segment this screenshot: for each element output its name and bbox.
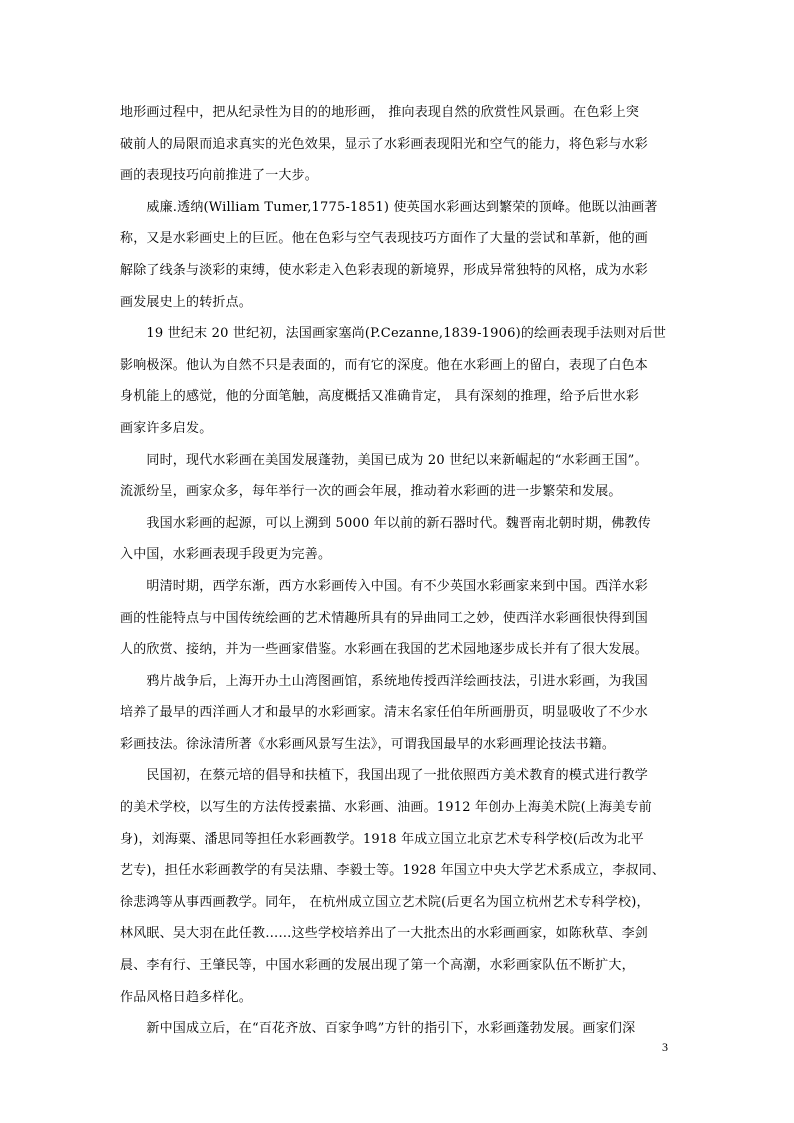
text-line: 晨、李有行、王肇民等，中国水彩画的发展出现了第一个高潮，水彩画家队伍不断扩大， (120, 958, 635, 974)
text-line: 身)，刘海粟、潘思同等担任水彩画教学。1918 年成立国立北京艺术专科学校(后改为北平 (120, 831, 644, 847)
text-line: 林风眠、吴大羽在此任教……这些学校培养出了一大批杰出的水彩画画家，如陈秋草、李剑 (120, 926, 649, 942)
text-line: 我国水彩画的起源，可以上溯到 5000 年以前的新石器时代。魏晋南北朝时期，佛教传 (120, 515, 651, 531)
text-line: 同时，现代水彩画在美国发展蓬勃，美国已成为 20 世纪以来新崛起的“水彩画王国”。 (120, 452, 648, 468)
text-line: 人的欣赏、接纳，并为一些画家借鉴。水彩画在我国的艺术园地逐步成长并有了很大发展。 (120, 642, 649, 658)
text-line: 解除了线条与淡彩的束缚，使水彩走入色彩表现的新境界，形成异常独特的风格，成为水彩 (120, 262, 649, 278)
text-line: 画发展史上的转折点。 (120, 294, 253, 310)
text-line: 的美术学校，以写生的方法传授素描、水彩画、油画。1912 年创办上海美术院(上海美专前 (120, 800, 652, 816)
page-number: 3 (662, 1040, 668, 1054)
text-line: 作品风格日趋多样化。 (120, 989, 253, 1005)
text-line: 影响极深。他认为自然不只是表面的，而有它的深度。他在水彩画上的留白，表现了白色本 (120, 357, 649, 373)
text-line: 培养了最早的西洋画人才和最早的水彩画家。清末名家任伯年所画册页，明显吸收了不少水 (120, 705, 649, 721)
text-line: 流派纷呈，画家众多，每年举行一次的画会年展，推动着水彩画的进一步繁荣和发展。 (120, 484, 622, 500)
text-line: 地形画过程中，把从纪录性为目的的地形画， 推向表现自然的欣赏性风景画。在色彩上突 (120, 105, 640, 120)
text-line: 画家许多启发。 (120, 420, 213, 436)
text-line: 入中国，水彩画表现手段更为完善。 (120, 547, 332, 563)
text-line: 画的性能特点与中国传统绘画的艺术情趣所具有的异曲同工之妙，使西洋水彩画很快得到国 (120, 610, 649, 626)
text-line: 彩画技法。徐泳清所著《水彩画风景写生法》，可谓我国最早的水彩画理论技法书籍。 (120, 736, 616, 752)
text-line: 19 世纪末 20 世纪初，法国画家塞尚(P.Cezanne,1839-1906)的绘画表现手法则对后世 (120, 326, 667, 342)
text-line: 艺专)，担任水彩画教学的有吴法鼎、李毅士等。1928 年国立中央大学艺术系成立，李叔同、 (120, 863, 666, 879)
text-line: 称，又是水彩画史上的巨匠。他在色彩与空气表现技巧方面作了大量的尝试和革新，他的画 (120, 231, 649, 247)
text-line: 身机能上的感觉，他的分面笔触，高度概括又准确肯定， 具有深刻的推理，给予后世水彩 (120, 389, 640, 405)
text-line: 明清时期，西学东渐，西方水彩画传入中国。有不少英国水彩画家来到中国。西洋水彩 (120, 578, 649, 594)
text-line: 破前人的局限而追求真实的光色效果，显示了水彩画表现阳光和空气的能力，将色彩与水彩 (120, 136, 649, 152)
body-text (120, 97, 676, 1045)
text-line: 徐悲鸿等从事西画教学。同年， 在杭州成立国立艺术院(后更名为国立杭州艺术专科学校)， (120, 894, 650, 910)
text-line: 新中国成立后，在“百花齐放、百家争鸣”方针的指引下，水彩画蓬勃发展。画家们深 (120, 1021, 636, 1037)
text-line: 民国初，在蔡元培的倡导和扶植下，我国出现了一批依照西方美术教育的模式进行教学 (120, 768, 649, 784)
text-line: 鸦片战争后，上海开办土山湾图画馆，系统地传授西洋绘画技法，引进水彩画，为我国 (120, 673, 649, 689)
text-line: 威廉.透纳(William Tumer,1775-1851) 使英国水彩画达到繁荣的顶峰。他既以油画著 (120, 199, 658, 215)
text-line: 画的表现技巧向前推进了一大步。 (120, 168, 319, 184)
